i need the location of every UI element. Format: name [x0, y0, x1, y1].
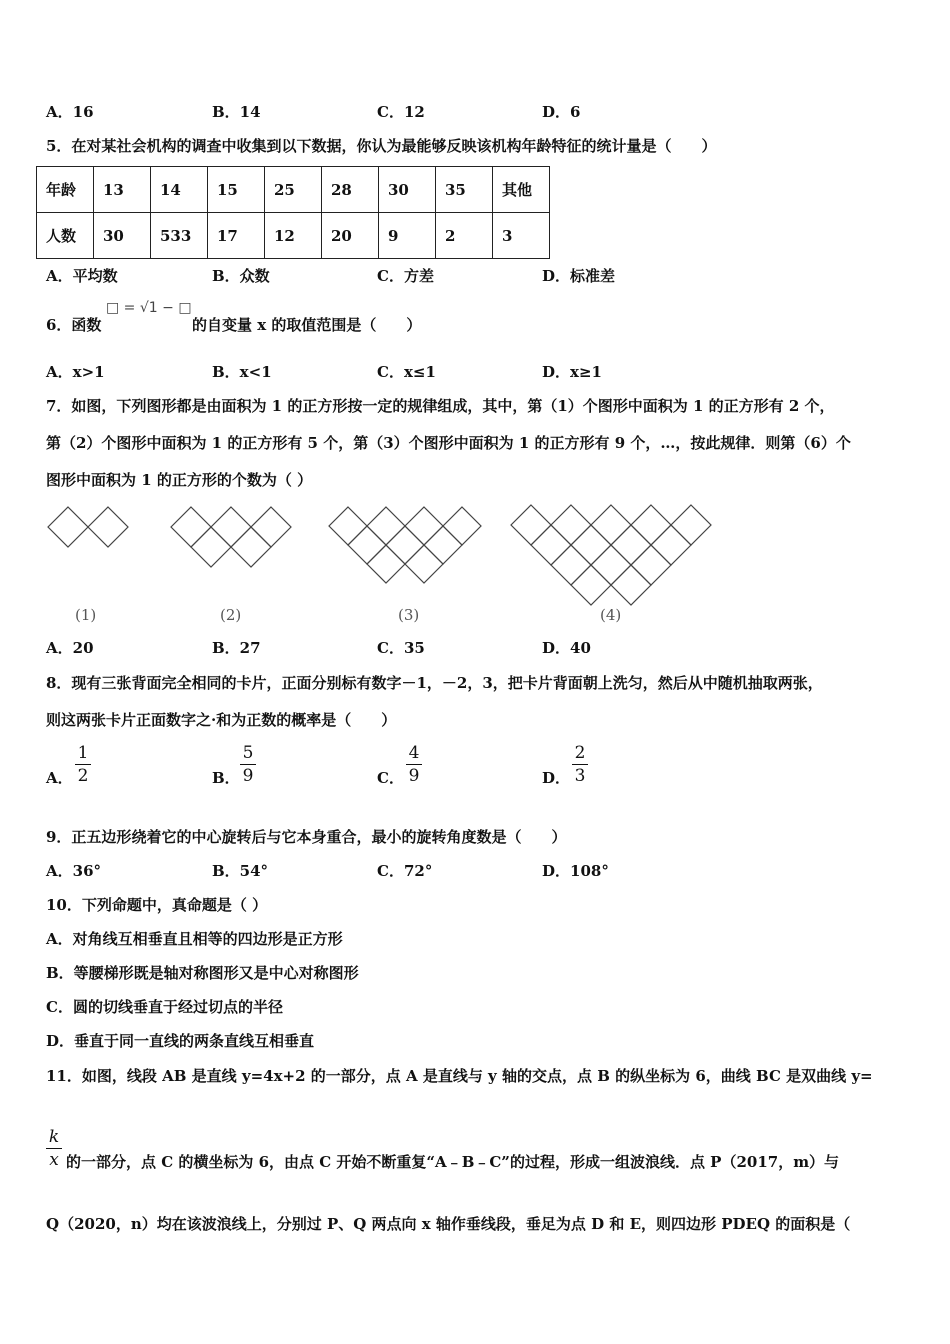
q10-option-c: C．圆的切线垂直于经过切点的半径 [46, 998, 283, 1016]
fraction-denominator: 9 [242, 766, 254, 786]
q6-prefix: 6．函数 [46, 316, 102, 334]
table-cell: 25 [265, 167, 322, 213]
table-cell: 9 [379, 213, 436, 259]
table-cell: 人数 [37, 213, 94, 259]
table-cell: 3 [493, 213, 550, 259]
fraction-numerator: 4 [408, 743, 420, 763]
q10-option-a: A．对角线互相垂直且相等的四边形是正方形 [46, 930, 343, 948]
q7-caption-3: (3) [398, 606, 420, 624]
q8-option-b-label: B． [212, 769, 240, 787]
q4-option-c: C．12 [377, 103, 425, 121]
fraction-denominator: 9 [408, 766, 420, 786]
table-cell: 30 [94, 213, 151, 259]
q7-option-a: A．20 [46, 639, 94, 657]
table-cell: 12 [265, 213, 322, 259]
q8-option-d-label: D． [542, 769, 571, 787]
q5-option-d: D．标准差 [542, 267, 616, 285]
table-cell: 15 [208, 167, 265, 213]
q6-suffix: 的自变量 x 的取值范围是（ ） [192, 316, 422, 334]
table-cell: 533 [151, 213, 208, 259]
fraction-numerator: 2 [574, 743, 586, 763]
fraction-denominator: x [49, 1150, 59, 1170]
q6-option-d: D．x≥1 [542, 363, 602, 381]
table-cell: 35 [436, 167, 493, 213]
q8-option-b-fraction [240, 743, 256, 786]
table-cell: 30 [379, 167, 436, 213]
q11-stem-line-3: Q（2020，n）均在该波浪线上，分别过 P、Q 两点向 x 轴作垂线段，垂足为点 D 和 E，则四边形 PDEQ 的面积是（ [46, 1215, 851, 1233]
q9-option-a: A．36° [46, 862, 102, 880]
q6-option-b: B．x<1 [212, 363, 272, 381]
fraction-numerator: 1 [77, 743, 89, 763]
table-cell: 13 [94, 167, 151, 213]
fraction-denominator: 3 [574, 766, 586, 786]
table-row-count [37, 213, 550, 259]
fraction-numerator: 5 [242, 743, 254, 763]
table-cell: 年龄 [37, 167, 94, 213]
q10-option-b: B．等腰梯形既是轴对称图形又是中心对称图形 [46, 964, 359, 982]
q7-option-d: D．40 [542, 639, 591, 657]
q5-option-b: B．众数 [212, 267, 270, 285]
q5-option-a: A．平均数 [46, 267, 118, 285]
q7-figure-1 [44, 504, 134, 554]
q8-option-a-fraction [75, 743, 91, 786]
q5-stem: 5．在对某社会机构的调查中收集到以下数据，你认为最能够反映该机构年龄特征的统计量是（ ） [46, 137, 717, 155]
q8-option-d-fraction [572, 743, 588, 786]
table-cell: 14 [151, 167, 208, 213]
q7-option-b: B．27 [212, 639, 261, 657]
q7-caption-1: (1) [75, 606, 97, 624]
q7-stem-line-2: 第（2）个图形中面积为 1 的正方形有 5 个，第（3）个图形中面积为 1 的正方形有 9 个，…，按此规律．则第（6）个 [46, 434, 851, 452]
q8-option-c-label: C． [377, 769, 404, 787]
q7-stem-line-3: 图形中面积为 1 的正方形的个数为（ ） [46, 471, 313, 489]
q6-option-c: C．x≤1 [377, 363, 436, 381]
q7-figure-3 [326, 504, 491, 589]
q7-figure-2 [166, 504, 296, 574]
q11-stem-line-1: 11．如图，线段 AB 是直线 y=4x+2 的一部分，点 A 是直线与 y 轴的交点，点 B 的纵坐标为 6，曲线 BC 是双曲线 y= [46, 1067, 873, 1085]
q4-option-a: A．16 [46, 103, 94, 121]
q7-caption-4: (4) [600, 606, 622, 624]
q9-stem: 9．正五边形绕着它的中心旋转后与它本身重合，最小的旋转角度数是（ ） [46, 828, 567, 846]
q4-option-b: B．14 [212, 103, 261, 121]
q8-option-c-fraction [406, 743, 422, 786]
fraction-numerator: k [48, 1127, 60, 1147]
q9-option-d: D．108° [542, 862, 609, 880]
q8-option-a-label: A． [46, 769, 73, 787]
q10-option-d: D．垂直于同一直线的两条直线互相垂直 [46, 1032, 315, 1050]
q7-stem-line-1: 7．如图，下列图形都是由面积为 1 的正方形按一定的规律组成，其中，第（1）个图形中面积为 1 的正方形有 2 个， [46, 397, 835, 415]
table-row-age [37, 167, 550, 213]
table-cell: 17 [208, 213, 265, 259]
q8-stem-line-1: 8．现有三张背面完全相同的卡片，正面分别标有数字－1，－2，3，把卡片背面朝上洗匀，然后从中随机抽取两张， [46, 674, 823, 692]
q5-data-table [36, 166, 550, 259]
q7-figure-4 [508, 502, 713, 607]
table-cell: 其他 [493, 167, 550, 213]
q10-stem: 10．下列命题中，真命题是（ ） [46, 896, 268, 914]
q9-option-b: B．54° [212, 862, 269, 880]
q11-stem-line-2: 的一部分，点 C 的横坐标为 6，由点 C 开始不断重复“A﹣B﹣C”的过程，形成一组波浪线．点 P（2017，m）与 [66, 1153, 840, 1171]
q8-stem-line-2: 则这两张卡片正面数字之·和为正数的概率是（ ） [46, 711, 397, 729]
q9-option-c: C．72° [377, 862, 433, 880]
table-cell: 2 [436, 213, 493, 259]
q7-option-c: C．35 [377, 639, 425, 657]
q4-option-d: D．6 [542, 103, 581, 121]
q6-option-a: A．x>1 [46, 363, 105, 381]
table-cell: 20 [322, 213, 379, 259]
table-cell: 28 [322, 167, 379, 213]
q7-caption-2: (2) [220, 606, 242, 624]
q6-formula-image: □ = √1 − □ [106, 300, 192, 316]
q11-fraction-k-over-x [46, 1127, 62, 1170]
q5-option-c: C．方差 [377, 267, 434, 285]
fraction-denominator: 2 [77, 766, 89, 786]
